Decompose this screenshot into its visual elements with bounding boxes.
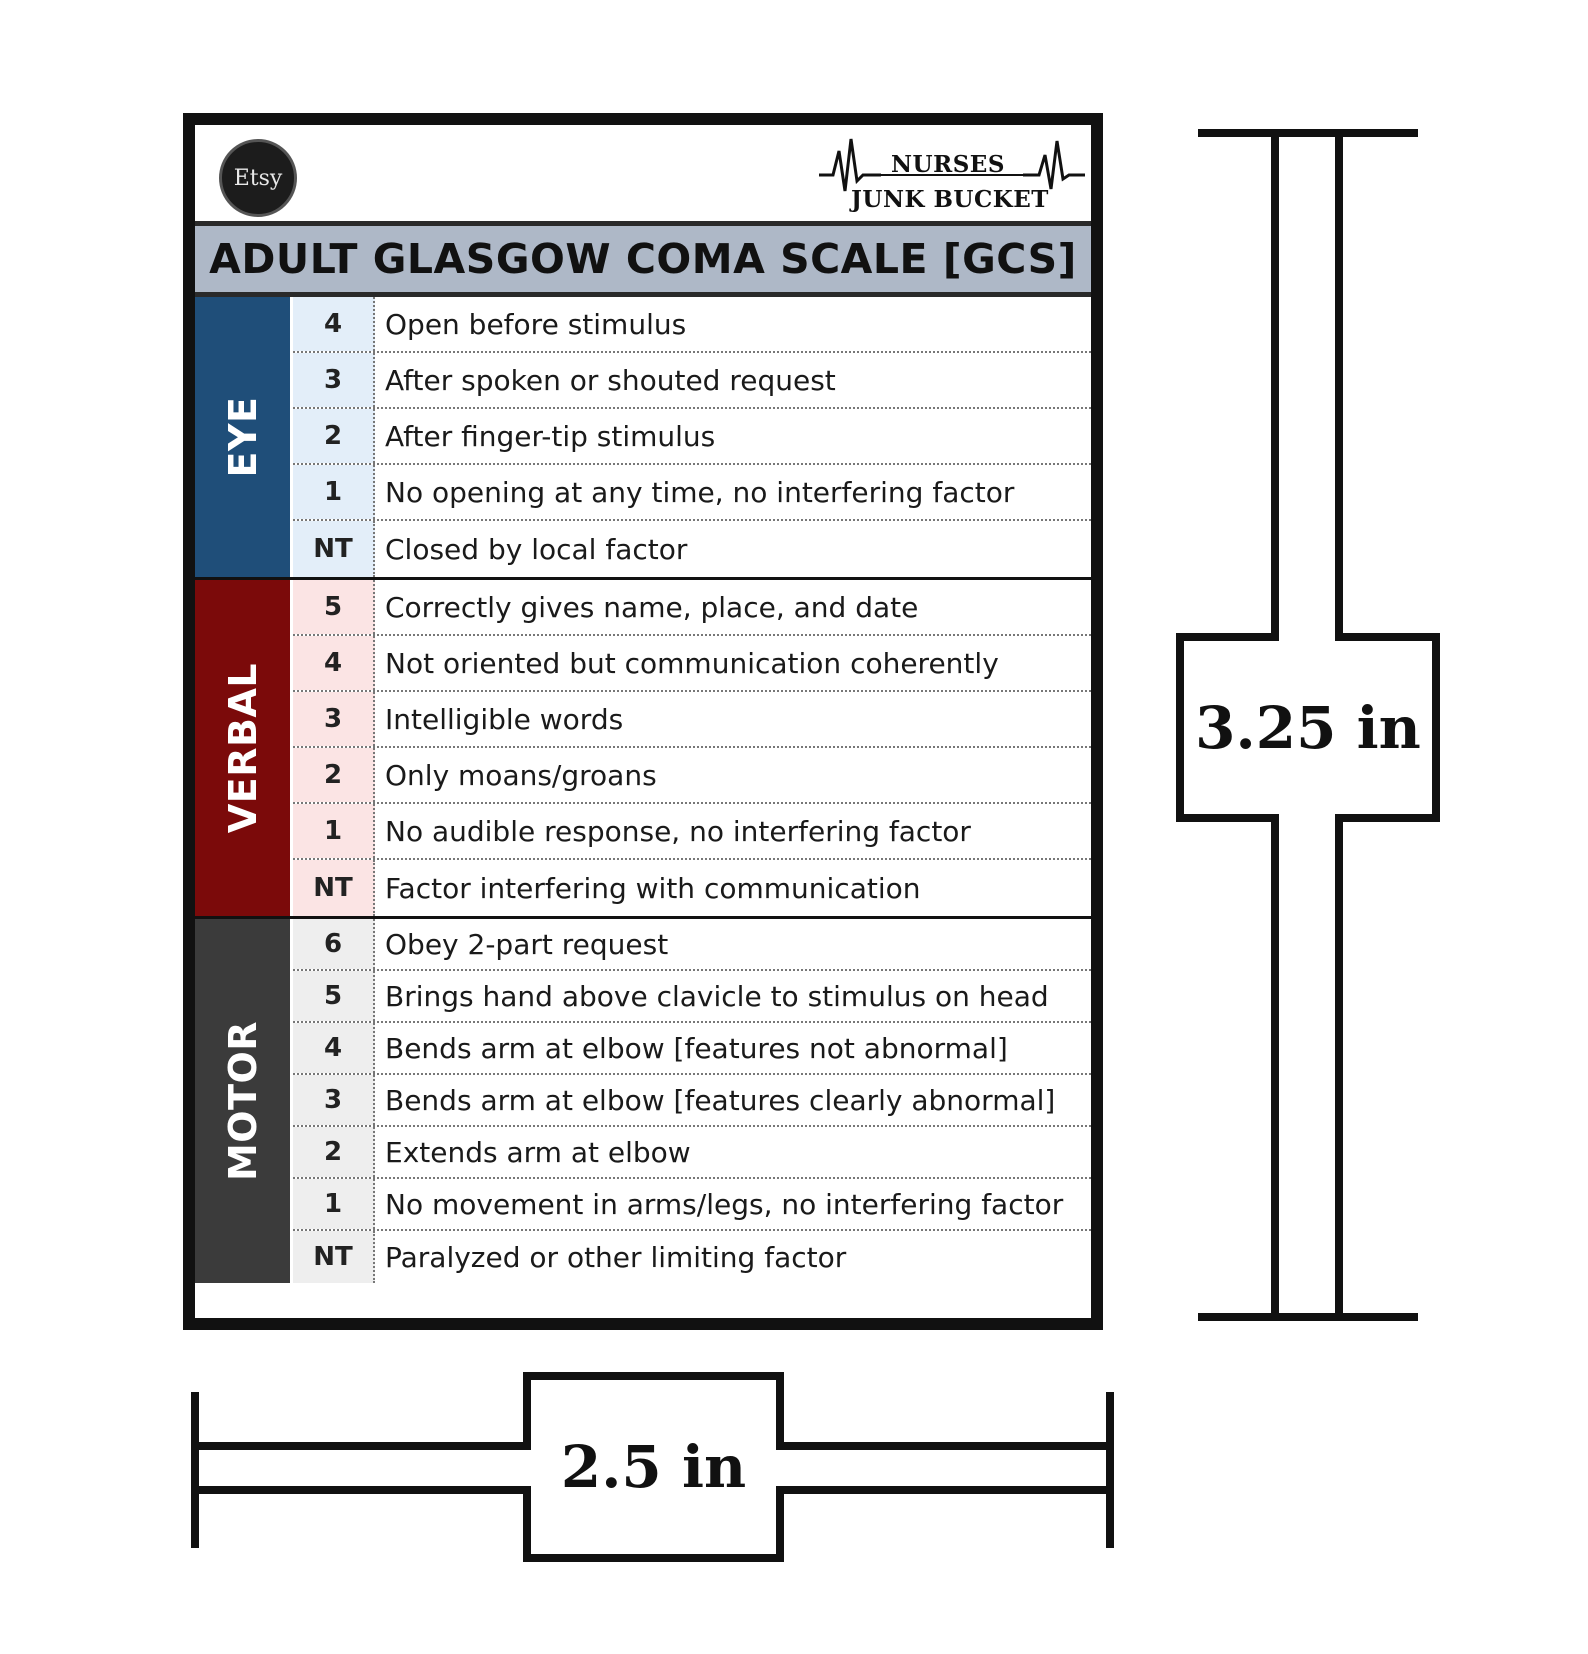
eye-row [293, 521, 1091, 577]
title-bar [195, 221, 1091, 297]
score-cell: 5 [293, 971, 375, 1021]
height-dimension-label: 3.25 in [1195, 693, 1421, 762]
description-cell: Intelligible words [385, 702, 624, 736]
description-cell: Factor interfering with communication [385, 871, 921, 905]
score-cell: NT [293, 1231, 375, 1283]
verbal-rows [293, 580, 1091, 916]
brand-logo [817, 131, 1087, 217]
score-cell: 5 [293, 580, 375, 634]
verbal-row [293, 748, 1091, 804]
score-cell: NT [293, 521, 375, 577]
score-cell: NT [293, 860, 375, 916]
eye-rows [293, 297, 1091, 577]
score-cell: 3 [293, 692, 375, 746]
motor-row [293, 971, 1091, 1023]
eye-row [293, 297, 1091, 353]
motor-row [293, 1231, 1091, 1283]
score-cell: 2 [293, 409, 375, 463]
width-dimension-label: 2.5 in [560, 1433, 747, 1501]
motor-row [293, 1023, 1091, 1075]
verbal-row [293, 636, 1091, 692]
etsy-badge [219, 139, 297, 217]
verbal-section [195, 577, 1091, 916]
description-cell: Only moans/groans [385, 758, 657, 792]
motor-row [293, 919, 1091, 971]
verbal-label-text: VERBAL [220, 662, 265, 834]
card-title: ADULT GLASGOW COMA SCALE [GCS] [209, 235, 1077, 283]
description-cell: Correctly gives name, place, and date [385, 590, 919, 624]
description-cell: After finger-tip stimulus [385, 419, 716, 453]
score-cell: 4 [293, 636, 375, 690]
motor-section [195, 916, 1091, 1283]
eye-row [293, 465, 1091, 521]
score-cell: 1 [293, 465, 375, 519]
gcs-card [183, 113, 1103, 1330]
score-cell: 3 [293, 1075, 375, 1125]
etsy-badge-label: Etsy [233, 165, 283, 191]
description-cell: Extends arm at elbow [385, 1135, 691, 1169]
eye-row [293, 409, 1091, 465]
description-cell: Bends arm at elbow [features clearly abnormal] [385, 1083, 1056, 1117]
score-cell: 1 [293, 1179, 375, 1229]
score-cell: 6 [293, 919, 375, 969]
score-cell: 4 [293, 297, 375, 351]
score-cell: 2 [293, 748, 375, 802]
score-cell: 1 [293, 804, 375, 858]
description-cell: Bends arm at elbow [features not abnormal] [385, 1031, 1008, 1065]
description-cell: No audible response, no interfering factor [385, 814, 971, 848]
score-cell: 2 [293, 1127, 375, 1177]
motor-row [293, 1127, 1091, 1179]
score-cell: 4 [293, 1023, 375, 1073]
description-cell: Open before stimulus [385, 307, 687, 341]
description-cell: No opening at any time, no interfering factor [385, 475, 1015, 509]
card-header [195, 125, 1091, 221]
description-cell: Closed by local factor [385, 532, 688, 566]
brand-name-line2: JUNK BUCKET [851, 186, 1049, 213]
motor-label-text: MOTOR [220, 1020, 265, 1182]
verbal-row [293, 804, 1091, 860]
eye-label-text: EYE [220, 396, 265, 478]
description-cell: Paralyzed or other limiting factor [385, 1240, 847, 1274]
description-cell: Obey 2-part request [385, 927, 669, 961]
score-cell: 3 [293, 353, 375, 407]
motor-row [293, 1179, 1091, 1231]
description-cell: After spoken or shouted request [385, 363, 836, 397]
verbal-section-label [195, 580, 293, 916]
verbal-row [293, 860, 1091, 916]
eye-section-label [195, 297, 293, 577]
verbal-row [293, 580, 1091, 636]
verbal-row [293, 692, 1091, 748]
description-cell: Brings hand above clavicle to stimulus on head [385, 979, 1049, 1013]
motor-section-label [195, 919, 293, 1283]
description-cell: Not oriented but communication coherently [385, 646, 999, 680]
motor-rows [293, 919, 1091, 1283]
eye-row [293, 353, 1091, 409]
eye-section [195, 297, 1091, 577]
brand-name-line1: NURSES [891, 151, 1005, 178]
description-cell: No movement in arms/legs, no interfering factor [385, 1187, 1064, 1221]
motor-row [293, 1075, 1091, 1127]
